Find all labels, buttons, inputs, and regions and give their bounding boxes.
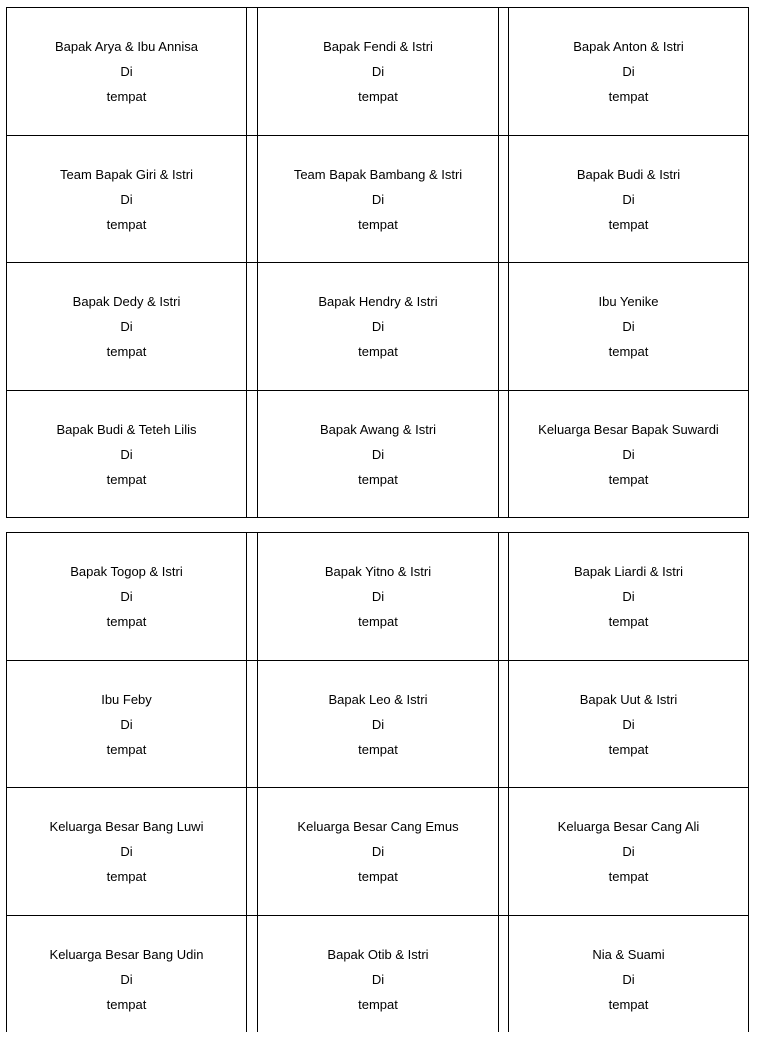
label-line-di: Di [371, 844, 385, 859]
label-line-tempat: tempat [106, 89, 147, 104]
label-line-tempat: tempat [608, 869, 649, 884]
address-label [509, 136, 748, 262]
label-line-tempat: tempat [358, 996, 398, 1012]
address-label [509, 788, 748, 915]
label-line-tempat: tempat [608, 471, 649, 487]
label-line-di: Di [622, 971, 635, 987]
recipient-name: Keluarga Besar Cang Emus [297, 819, 459, 834]
gutter-line [498, 532, 499, 1032]
sheet-border-bottom [6, 517, 749, 518]
recipient-name: Bapak Budi & Teteh Lilis [56, 421, 197, 437]
label-line-tempat: tempat [106, 869, 147, 884]
label-line-di: Di [622, 589, 635, 604]
label-line-di: Di [120, 589, 133, 604]
label-line-tempat: tempat [608, 996, 649, 1012]
label-line-di: Di [371, 319, 385, 334]
address-label [258, 8, 498, 135]
label-line-tempat: tempat [106, 344, 147, 359]
address-label [7, 136, 246, 262]
label-line-di: Di [120, 446, 133, 462]
recipient-name: Ibu Yenike [598, 294, 659, 309]
address-label [258, 788, 498, 915]
label-line-tempat: tempat [106, 614, 147, 629]
address-label [7, 8, 246, 135]
recipient-name: Bapak Liardi & Istri [573, 564, 684, 579]
recipient-name: Nia & Suami [592, 946, 665, 962]
address-label [7, 916, 246, 1042]
address-label [7, 788, 246, 915]
label-line-di: Di [622, 64, 635, 79]
recipient-name: Bapak Awang & Istri [319, 421, 437, 437]
label-line-tempat: tempat [358, 344, 398, 359]
label-line-tempat: tempat [608, 216, 649, 232]
label-line-tempat: tempat [358, 614, 398, 629]
label-sheet [6, 7, 749, 518]
label-line-tempat: tempat [608, 344, 649, 359]
label-line-di: Di [120, 319, 133, 334]
address-label [7, 533, 246, 660]
gutter-line [246, 532, 247, 1032]
address-label [258, 263, 498, 390]
address-label [7, 391, 246, 517]
label-line-di: Di [371, 446, 385, 462]
label-line-tempat: tempat [358, 216, 398, 232]
label-line-tempat: tempat [358, 869, 398, 884]
label-line-di: Di [371, 716, 385, 732]
recipient-name: Bapak Budi & Istri [576, 166, 681, 182]
address-label [258, 916, 498, 1042]
address-label [509, 263, 748, 390]
sheet-border-right [748, 532, 749, 1032]
recipient-name: Bapak Fendi & Istri [323, 39, 433, 54]
recipient-name: Keluarga Besar Bapak Suwardi [538, 421, 719, 437]
recipient-name: Team Bapak Giri & Istri [60, 166, 193, 182]
label-line-di: Di [120, 971, 133, 987]
recipient-name: Keluarga Besar Bang Udin [49, 946, 204, 962]
label-line-di: Di [622, 446, 635, 462]
recipient-name: Bapak Yitno & Istri [324, 564, 432, 579]
label-line-di: Di [371, 589, 385, 604]
address-label [509, 391, 748, 517]
recipient-name: Bapak Otib & Istri [327, 946, 429, 962]
address-label [7, 661, 246, 787]
recipient-name: Ibu Feby [101, 691, 152, 707]
label-line-di: Di [622, 191, 635, 207]
recipient-name: Keluarga Besar Bang Luwi [49, 819, 204, 834]
label-line-tempat: tempat [608, 741, 649, 757]
label-line-tempat: tempat [608, 614, 649, 629]
address-label [258, 533, 498, 660]
recipient-name: Bapak Togop & Istri [70, 564, 183, 579]
address-label [258, 661, 498, 787]
recipient-name: Bapak Anton & Istri [573, 39, 684, 54]
recipient-name: Keluarga Besar Cang Ali [557, 819, 700, 834]
recipient-name: Bapak Arya & Ibu Annisa [54, 39, 199, 54]
label-line-di: Di [371, 64, 385, 79]
label-line-di: Di [371, 191, 385, 207]
label-line-tempat: tempat [106, 216, 147, 232]
label-line-tempat: tempat [106, 471, 147, 487]
recipient-name: Bapak Leo & Istri [328, 691, 428, 707]
label-line-tempat: tempat [106, 996, 147, 1012]
label-line-di: Di [371, 971, 385, 987]
recipient-name: Team Bapak Bambang & Istri [293, 166, 463, 182]
address-label [509, 661, 748, 787]
label-line-di: Di [120, 716, 133, 732]
label-line-di: Di [622, 716, 635, 732]
label-line-tempat: tempat [358, 471, 398, 487]
address-label [509, 916, 748, 1042]
label-line-di: Di [120, 844, 133, 859]
label-sheet [6, 532, 749, 1032]
label-line-tempat: tempat [608, 89, 649, 104]
recipient-name: Bapak Hendry & Istri [318, 294, 438, 309]
label-line-di: Di [120, 64, 133, 79]
address-label [258, 136, 498, 262]
label-line-di: Di [120, 191, 133, 207]
label-line-di: Di [622, 844, 635, 859]
label-line-tempat: tempat [358, 89, 398, 104]
recipient-name: Bapak Uut & Istri [579, 691, 678, 707]
label-line-tempat: tempat [106, 741, 147, 757]
address-label [7, 263, 246, 390]
label-line-tempat: tempat [358, 741, 398, 757]
address-label [509, 533, 748, 660]
recipient-name: Bapak Dedy & Istri [72, 294, 181, 309]
address-label [509, 8, 748, 135]
label-line-di: Di [622, 319, 635, 334]
address-label [258, 391, 498, 517]
